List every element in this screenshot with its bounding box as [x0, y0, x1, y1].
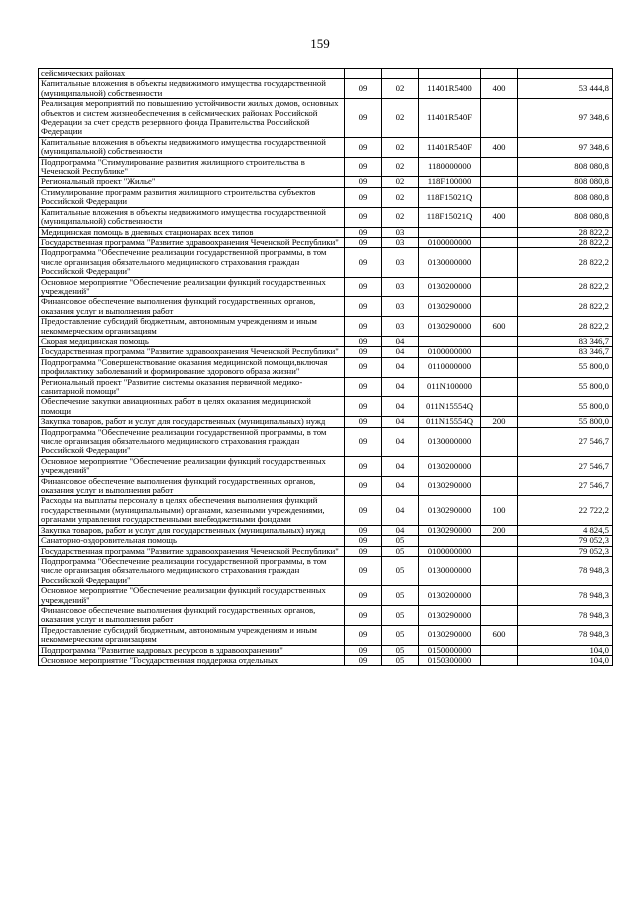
row-expense-type [481, 336, 518, 346]
row-target-code: 0130290000 [419, 317, 481, 337]
row-section: 09 [345, 79, 382, 99]
row-expense-type [481, 297, 518, 317]
table-row [39, 187, 613, 207]
row-section: 09 [345, 99, 382, 138]
row-section: 09 [345, 427, 382, 456]
row-name: Капитальные вложения в объекты недвижимого имущества государственной (муниципальной) собственности [39, 79, 345, 99]
row-amount: 78 948,3 [518, 605, 613, 625]
row-subsection: 03 [382, 237, 419, 247]
row-subsection: 04 [382, 496, 419, 525]
row-target-code: 0130290000 [419, 625, 481, 645]
row-amount: 78 948,3 [518, 586, 613, 606]
row-target-code: 0130200000 [419, 456, 481, 476]
row-section: 09 [345, 347, 382, 357]
row-amount: 104,0 [518, 645, 613, 655]
row-expense-type [481, 586, 518, 606]
row-expense-type [481, 476, 518, 496]
row-name: Закупка товаров, работ и услуг для государственных (муниципальных) нужд [39, 417, 345, 427]
row-target-code: 0130000000 [419, 556, 481, 585]
table-row [39, 157, 613, 177]
row-name: Закупка товаров, работ и услуг для государственных (муниципальных) нужд [39, 525, 345, 535]
row-target-code: 011N15554Q [419, 397, 481, 417]
row-name: Обеспечение закупки авиационных работ в целях оказания медицинской помощи [39, 397, 345, 417]
row-target-code: 0130200000 [419, 586, 481, 606]
row-target-code: 0130000000 [419, 248, 481, 277]
row-subsection: 03 [382, 317, 419, 337]
row-target-code: 0130290000 [419, 297, 481, 317]
row-name: Предоставление субсидий бюджетным, автономным учреждениям и иным некоммерческим организациям [39, 625, 345, 645]
row-subsection: 03 [382, 248, 419, 277]
row-subsection: 04 [382, 347, 419, 357]
row-amount: 27 546,7 [518, 456, 613, 476]
table-row [39, 79, 613, 99]
row-subsection: 05 [382, 536, 419, 546]
row-subsection: 05 [382, 605, 419, 625]
row-target-code: 11401R540F [419, 137, 481, 157]
row-amount: 28 822,2 [518, 227, 613, 237]
row-amount: 28 822,2 [518, 237, 613, 247]
row-section: 09 [345, 336, 382, 346]
row-name: сейсмических районах [39, 69, 345, 79]
row-subsection: 05 [382, 655, 419, 665]
table-row [39, 397, 613, 417]
row-subsection: 02 [382, 99, 419, 138]
row-name: Государственная программа "Развитие здравоохранения Чеченской Республики" [39, 546, 345, 556]
table-row [39, 317, 613, 337]
row-expense-type: 100 [481, 496, 518, 525]
table-row [39, 476, 613, 496]
budget-table-body [39, 69, 613, 666]
row-expense-type [481, 187, 518, 207]
row-expense-type [481, 546, 518, 556]
row-section: 09 [345, 645, 382, 655]
row-name: Подпрограмма "Развитие кадровых ресурсов в здравоохранении" [39, 645, 345, 655]
row-name: Основное мероприятие "Государственная поддержка отдельных [39, 655, 345, 665]
row-amount: 28 822,2 [518, 317, 613, 337]
table-row [39, 137, 613, 157]
table-row [39, 227, 613, 237]
row-section: 09 [345, 207, 382, 227]
row-section: 09 [345, 456, 382, 476]
row-section: 09 [345, 157, 382, 177]
row-section: 09 [345, 586, 382, 606]
row-target-code: 0130290000 [419, 496, 481, 525]
row-target-code: 0130290000 [419, 605, 481, 625]
row-amount: 27 546,7 [518, 427, 613, 456]
table-row [39, 99, 613, 138]
row-amount: 55 800,0 [518, 397, 613, 417]
row-target-code: 11401R5400 [419, 79, 481, 99]
row-expense-type [481, 645, 518, 655]
row-target-code: 0100000000 [419, 347, 481, 357]
row-target-code: 0100000000 [419, 237, 481, 247]
row-target-code: 0130000000 [419, 427, 481, 456]
row-name: Капитальные вложения в объекты недвижимого имущества государственной (муниципальной) собственности [39, 207, 345, 227]
row-expense-type [481, 99, 518, 138]
table-row [39, 625, 613, 645]
row-subsection: 04 [382, 456, 419, 476]
row-expense-type: 400 [481, 137, 518, 157]
row-amount: 808 080,8 [518, 177, 613, 187]
table-row [39, 347, 613, 357]
row-target-code: 1180000000 [419, 157, 481, 177]
row-expense-type [481, 237, 518, 247]
table-row [39, 586, 613, 606]
row-subsection: 04 [382, 417, 419, 427]
row-amount: 22 722,2 [518, 496, 613, 525]
row-section: 09 [345, 625, 382, 645]
table-row [39, 525, 613, 535]
row-subsection: 04 [382, 357, 419, 377]
row-subsection: 02 [382, 79, 419, 99]
row-section: 09 [345, 187, 382, 207]
row-target-code: 11401R540F [419, 99, 481, 138]
table-row [39, 655, 613, 665]
row-name: Государственная программа "Развитие здравоохранения Чеченской Республики" [39, 347, 345, 357]
row-subsection: 05 [382, 586, 419, 606]
row-target-code: 118F15021Q [419, 187, 481, 207]
row-subsection: 04 [382, 427, 419, 456]
row-section: 09 [345, 536, 382, 546]
row-amount: 78 948,3 [518, 556, 613, 585]
row-expense-type [481, 605, 518, 625]
row-expense-type [481, 397, 518, 417]
row-expense-type [481, 357, 518, 377]
row-amount: 53 444,8 [518, 79, 613, 99]
row-subsection: 02 [382, 207, 419, 227]
row-name: Региональный проект "Развитие системы оказания первичной медико-санитарной помощи" [39, 377, 345, 397]
row-name: Скорая медицинская помощь [39, 336, 345, 346]
row-subsection: 02 [382, 177, 419, 187]
row-section: 09 [345, 417, 382, 427]
row-name: Подпрограмма "Совершенствование оказания медицинской помощи,включая профилактику заболеваний и формирование здорового образа жизни" [39, 357, 345, 377]
row-name: Основное мероприятие "Обеспечение реализации функций государственных учреждений" [39, 456, 345, 476]
row-expense-type [481, 655, 518, 665]
row-subsection: 03 [382, 297, 419, 317]
row-name: Основное мероприятие "Обеспечение реализации функций государственных учреждений" [39, 586, 345, 606]
row-section: 09 [345, 277, 382, 297]
row-expense-type [481, 347, 518, 357]
row-section: 09 [345, 655, 382, 665]
table-row [39, 336, 613, 346]
table-row [39, 605, 613, 625]
row-target-code: 0130200000 [419, 277, 481, 297]
row-expense-type: 600 [481, 317, 518, 337]
table-row [39, 456, 613, 476]
row-amount: 83 346,7 [518, 336, 613, 346]
row-section: 09 [345, 525, 382, 535]
table-row [39, 496, 613, 525]
table-row [39, 177, 613, 187]
row-name: Предоставление субсидий бюджетным, автономным учреждениям и иным некоммерческим организациям [39, 317, 345, 337]
row-section: 09 [345, 377, 382, 397]
row-name: Региональный проект "Жилье" [39, 177, 345, 187]
row-expense-type: 400 [481, 207, 518, 227]
row-expense-type: 400 [481, 79, 518, 99]
budget-table [38, 68, 613, 666]
table-row [39, 69, 613, 79]
row-section: 09 [345, 317, 382, 337]
row-expense-type [481, 69, 518, 79]
row-name: Санаторно-оздоровительная помощь [39, 536, 345, 546]
row-amount: 27 546,7 [518, 476, 613, 496]
row-subsection: 03 [382, 277, 419, 297]
row-name: Подпрограмма "Обеспечение реализации государственной программы, в том числе организация обязательного медицинского страхования граждан Российской Федерации" [39, 248, 345, 277]
table-row [39, 536, 613, 546]
row-target-code: 0100000000 [419, 546, 481, 556]
row-subsection: 03 [382, 227, 419, 237]
row-section: 09 [345, 546, 382, 556]
row-name: Финансовое обеспечение выполнения функций государственных органов, оказания услуг и выполнения работ [39, 605, 345, 625]
table-row [39, 357, 613, 377]
page-number: 159 [310, 36, 330, 51]
row-target-code: 011N100000 [419, 377, 481, 397]
table-row [39, 427, 613, 456]
row-amount: 97 348,6 [518, 99, 613, 138]
row-subsection: 04 [382, 397, 419, 417]
row-target-code: 0150300000 [419, 655, 481, 665]
row-name: Финансовое обеспечение выполнения функций государственных органов, оказания услуг и выполнения работ [39, 297, 345, 317]
row-expense-type [481, 227, 518, 237]
row-section: 09 [345, 496, 382, 525]
row-target-code: 0130290000 [419, 476, 481, 496]
row-amount [518, 69, 613, 79]
row-section: 09 [345, 605, 382, 625]
row-amount: 808 080,8 [518, 187, 613, 207]
row-section: 09 [345, 237, 382, 247]
row-target-code: 118F15021Q [419, 207, 481, 227]
row-subsection: 04 [382, 525, 419, 535]
row-expense-type: 200 [481, 417, 518, 427]
row-amount: 97 348,6 [518, 137, 613, 157]
row-expense-type: 600 [481, 625, 518, 645]
row-name: Реализация мероприятий по повышению устойчивости жилых домов, основных объектов и систем жизнеобеспечения в сейсмических районах Российской Федерации за счет средств резервного фонда Правительства Российской Федерации [39, 99, 345, 138]
row-amount: 808 080,8 [518, 157, 613, 177]
row-name: Основное мероприятие "Обеспечение реализации функций государственных учреждений" [39, 277, 345, 297]
row-target-code [419, 336, 481, 346]
row-section: 09 [345, 248, 382, 277]
table-row [39, 377, 613, 397]
row-subsection: 05 [382, 546, 419, 556]
row-subsection: 04 [382, 377, 419, 397]
row-target-code: 0130290000 [419, 525, 481, 535]
table-row [39, 237, 613, 247]
row-name: Стимулирование программ развития жилищного строительства субъектов Российской Федерации [39, 187, 345, 207]
table-row [39, 248, 613, 277]
row-section: 09 [345, 397, 382, 417]
row-expense-type [481, 377, 518, 397]
row-target-code: 118F100000 [419, 177, 481, 187]
row-name: Подпрограмма "Стимулирование развития жилищного строительства в Чеченской Республике" [39, 157, 345, 177]
row-expense-type: 200 [481, 525, 518, 535]
row-subsection: 02 [382, 137, 419, 157]
row-section: 09 [345, 297, 382, 317]
row-amount: 78 948,3 [518, 625, 613, 645]
row-amount: 83 346,7 [518, 347, 613, 357]
row-name: Государственная программа "Развитие здравоохранения Чеченской Республики" [39, 237, 345, 247]
row-target-code: 0110000000 [419, 357, 481, 377]
row-expense-type [481, 536, 518, 546]
row-amount: 28 822,2 [518, 277, 613, 297]
row-expense-type [481, 456, 518, 476]
row-amount: 79 052,3 [518, 536, 613, 546]
row-name: Финансовое обеспечение выполнения функций государственных органов, оказания услуг и выполнения работ [39, 476, 345, 496]
row-subsection [382, 69, 419, 79]
row-expense-type [481, 248, 518, 277]
row-target-code [419, 227, 481, 237]
row-section: 09 [345, 556, 382, 585]
row-name: Капитальные вложения в объекты недвижимого имущества государственной (муниципальной) собственности [39, 137, 345, 157]
row-amount: 104,0 [518, 655, 613, 665]
row-subsection: 05 [382, 556, 419, 585]
row-section: 09 [345, 227, 382, 237]
table-row [39, 546, 613, 556]
row-expense-type [481, 556, 518, 585]
row-target-code [419, 536, 481, 546]
table-row [39, 277, 613, 297]
row-target-code: 011N15554Q [419, 417, 481, 427]
row-amount: 55 800,0 [518, 357, 613, 377]
row-target-code: 0150000000 [419, 645, 481, 655]
table-row [39, 556, 613, 585]
row-amount: 4 824,5 [518, 525, 613, 535]
row-amount: 808 080,8 [518, 207, 613, 227]
row-name: Медицинская помощь в дневных стационарах всех типов [39, 227, 345, 237]
row-amount: 28 822,2 [518, 248, 613, 277]
row-subsection: 02 [382, 157, 419, 177]
row-section [345, 69, 382, 79]
table-row [39, 645, 613, 655]
row-subsection: 05 [382, 645, 419, 655]
row-expense-type [481, 277, 518, 297]
row-section: 09 [345, 476, 382, 496]
row-amount: 28 822,2 [518, 297, 613, 317]
row-amount: 55 800,0 [518, 377, 613, 397]
row-subsection: 04 [382, 336, 419, 346]
row-section: 09 [345, 177, 382, 187]
row-amount: 55 800,0 [518, 417, 613, 427]
row-expense-type [481, 427, 518, 456]
row-name: Подпрограмма "Обеспечение реализации государственной программы, в том числе организация обязательного медицинского страхования граждан Российской Федерации" [39, 556, 345, 585]
row-section: 09 [345, 357, 382, 377]
row-subsection: 05 [382, 625, 419, 645]
row-name: Подпрограмма "Обеспечение реализации государственной программы, в том числе организация обязательного медицинского страхования граждан Российской Федерации" [39, 427, 345, 456]
table-row [39, 207, 613, 227]
table-row [39, 297, 613, 317]
row-subsection: 04 [382, 476, 419, 496]
row-subsection: 02 [382, 187, 419, 207]
row-section: 09 [345, 137, 382, 157]
row-expense-type [481, 157, 518, 177]
row-name: Расходы на выплаты персоналу в целях обеспечения выполнения функций государственными (муниципальными) органами, казенными учреждениями, органами управления государственными внебюджетными фондами [39, 496, 345, 525]
row-expense-type [481, 177, 518, 187]
table-row [39, 417, 613, 427]
row-target-code [419, 69, 481, 79]
row-amount: 79 052,3 [518, 546, 613, 556]
